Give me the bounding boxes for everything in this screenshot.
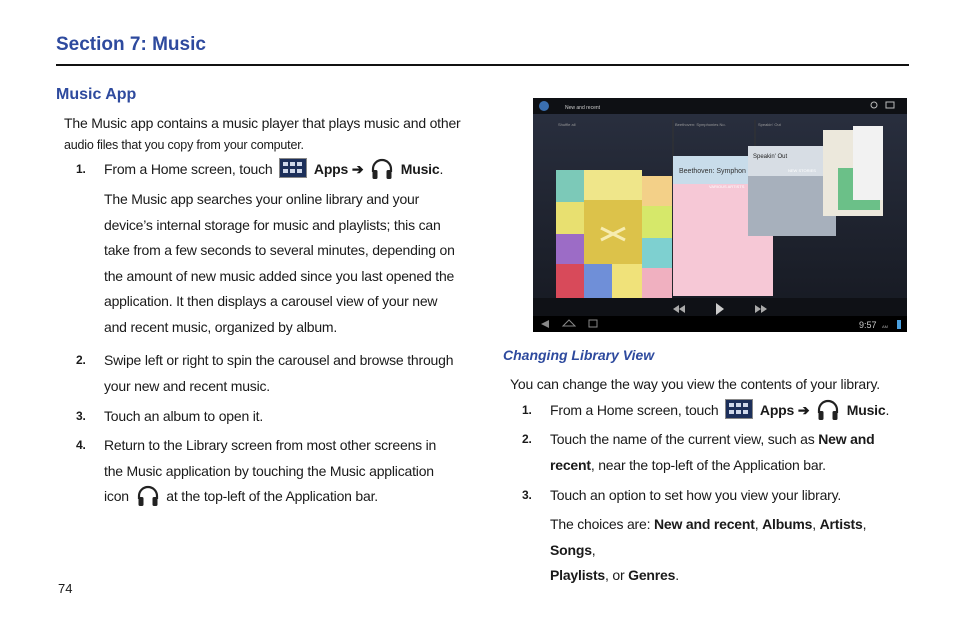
screenshot-svg: [533, 98, 907, 332]
step-3-text: Touch an album to open it.: [104, 408, 264, 424]
step-number: 2.: [76, 353, 86, 367]
speakin-out-album: [748, 146, 836, 236]
changing-library-heading: Changing Library View: [503, 347, 655, 363]
punct: ,: [754, 516, 759, 532]
svg-text:Beethoven: Symphon: Beethoven: Symphon: [679, 168, 746, 175]
apps-label: Apps: [759, 402, 795, 418]
section-title: Section 7: Music: [56, 34, 206, 55]
step-number: 3.: [522, 488, 532, 502]
para-line: application. It then displays a carousel view of your new: [104, 293, 438, 310]
step-number: 1.: [76, 162, 86, 176]
page-number: 74: [58, 581, 73, 596]
shuffle-album: [556, 170, 672, 300]
intro-text-2: [64, 133, 304, 159]
step-number: 2.: [522, 432, 532, 446]
para-line: and recent music, organized by album.: [104, 318, 338, 335]
choices-text: [550, 512, 910, 589]
svg-text:VARIOUS ARTISTS: VARIOUS ARTISTS: [709, 184, 745, 189]
music-app-heading: Music App: [56, 86, 137, 103]
choice-term: Albums: [762, 516, 813, 532]
title-rule: [56, 64, 909, 66]
punct: , or: [605, 567, 625, 584]
right-step-3-text: Touch an option to set how you view your library.: [550, 487, 842, 503]
bold-term: recent: [550, 456, 591, 473]
step-text: Touch the name of the current view, such as: [550, 431, 815, 447]
step-2-text: [104, 348, 484, 399]
svg-text:NEW STORIES: NEW STORIES: [788, 168, 816, 173]
punct: ,: [812, 516, 816, 532]
step-4-text: [104, 433, 484, 510]
choice-term: Artists: [819, 516, 863, 532]
ampm: AM: [882, 324, 888, 329]
punct: .: [885, 402, 890, 418]
step-line: [550, 512, 910, 563]
step-line: the Music application by touching the Music application: [104, 462, 434, 479]
changing-intro: You can change the way you view the contents of your library.: [510, 376, 880, 392]
headphones-icon: [370, 157, 394, 181]
step-line: your new and recent music.: [104, 377, 270, 394]
app-headphone-icon: [539, 101, 549, 111]
choice-term: New and recent: [654, 516, 755, 532]
intro-line-1: The Music app contains a music player that plays music and other: [64, 115, 461, 131]
step-text: , near the top-left of the Application bar.: [590, 456, 826, 473]
step-line: Return to the Library screen from most other screens in: [104, 437, 437, 453]
apps-grid-icon: [279, 158, 307, 178]
step-number: 1.: [522, 403, 532, 417]
step-text: The choices are:: [550, 516, 651, 532]
step-text: From a Home screen, touch: [104, 161, 273, 177]
arrow-glyph: ➔: [351, 161, 364, 177]
right-step-1-text: [550, 398, 889, 424]
apps-label: Apps: [313, 161, 349, 177]
para-line: device’s internal storage for music and playlists; this can: [104, 216, 441, 233]
right-step-2-text: [550, 427, 910, 478]
battery-icon: [897, 320, 901, 329]
choice-term: Songs: [550, 541, 592, 558]
para-line: the amount of new music added since you last opened the: [104, 267, 455, 284]
headphones-icon: [136, 484, 160, 508]
step-line: [550, 427, 910, 453]
back-album: [853, 126, 883, 200]
para-line: take from a few seconds to several minutes, depending on: [104, 242, 455, 259]
music-label: Music: [846, 402, 886, 418]
view-label: New and recent: [565, 105, 601, 111]
choice-term: Genres: [628, 567, 676, 584]
punct: ,: [862, 516, 867, 532]
step-text: From a Home screen, touch: [550, 402, 719, 418]
headphones-icon: [816, 398, 840, 422]
apps-grid-icon: [725, 399, 753, 419]
step-line: [104, 484, 484, 510]
choice-term: Playlists: [550, 567, 606, 584]
clock: 9:57: [859, 320, 877, 330]
arrow-glyph: ➔: [797, 402, 810, 418]
step-number: 4.: [76, 438, 86, 452]
music-app-screenshot: [533, 98, 907, 332]
bold-term: New and: [818, 431, 875, 447]
step-line: [550, 563, 910, 589]
step-line: [550, 453, 910, 479]
col-label: Speakin' Out: [758, 122, 781, 127]
para-line: The Music app searches your online library and your: [104, 191, 420, 207]
step-line: Swipe left or right to spin the carousel and browse through: [104, 352, 454, 368]
step-text: at the top-left of the Application bar.: [166, 488, 378, 505]
step-text: icon: [104, 488, 129, 505]
punct: .: [439, 161, 444, 177]
col-label: Shuffle all: [558, 122, 576, 127]
punct: .: [675, 567, 679, 584]
step-1-paragraph: [104, 187, 484, 341]
punct: ,: [591, 541, 596, 558]
music-label: Music: [400, 161, 440, 177]
step-1-text: [104, 157, 443, 183]
step-number: 3.: [76, 409, 86, 423]
intro-line-2: audio files that you copy from your computer.: [64, 138, 304, 152]
col-label: Beethoven: Symphonies No.: [675, 122, 726, 127]
svg-text:Speakin' Out: Speakin' Out: [753, 154, 788, 160]
